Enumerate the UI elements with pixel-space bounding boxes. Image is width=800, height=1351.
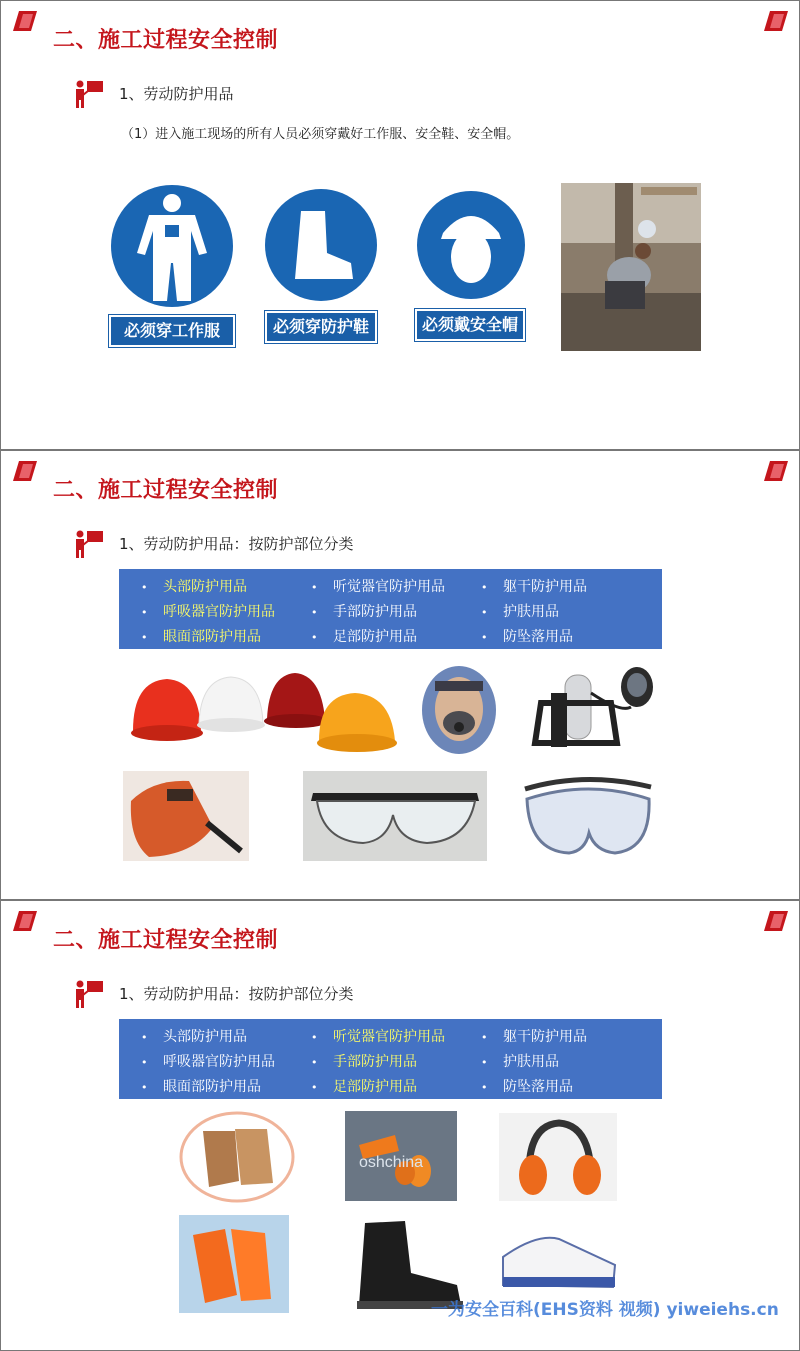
corner-decoration-icon (13, 461, 37, 481)
category-column (481, 1025, 587, 1100)
goggles-photo (519, 769, 657, 863)
category-box (119, 569, 662, 649)
hard-hats-photo (129, 669, 403, 755)
category-item: • 手部防护用品 (311, 604, 417, 620)
sign-label: 必须穿工作服 (109, 315, 235, 347)
helmet-head-icon (437, 203, 505, 289)
slide-title: 二、施工过程安全控制 (53, 28, 279, 53)
category-item: • 躯干防护用品 (481, 1029, 587, 1045)
category-item: • 头部防护用品 (141, 579, 247, 595)
earplug-logo-text: oshchina (359, 1154, 424, 1171)
welding-mask-photo (123, 771, 249, 861)
category-column (481, 575, 587, 650)
earmuffs-photo (499, 1113, 617, 1201)
presenter-icon (73, 79, 105, 109)
workwear-icon (129, 193, 215, 303)
sign-label: 必须穿防护鞋 (265, 311, 377, 343)
category-item: • 防坠落用品 (481, 629, 573, 645)
safety-shoe-sign (263, 185, 379, 345)
corner-decoration-icon (764, 911, 788, 931)
slide-title: 二、施工过程安全控制 (53, 478, 279, 503)
breathing-apparatus-photo (521, 663, 663, 759)
category-column (311, 1025, 445, 1100)
workwear-sign (109, 185, 235, 349)
category-item: • 头部防护用品 (141, 1029, 247, 1045)
category-item: • 护肤用品 (481, 604, 559, 620)
category-item: • 足部防护用品 (311, 1079, 417, 1095)
section-subtitle: 1、劳动防护用品：按防护部位分类 (119, 985, 354, 1003)
category-column (311, 575, 445, 650)
category-item: • 防坠落用品 (481, 1079, 573, 1095)
respirator-mask-photo (421, 665, 497, 755)
category-item: • 眼面部防护用品 (141, 1079, 261, 1095)
presenter-icon (73, 979, 105, 1009)
category-item: • 手部防护用品 (311, 1054, 417, 1070)
leather-gloves-photo (179, 1111, 295, 1203)
category-column (141, 1025, 275, 1100)
sign-label: 必须戴安全帽 (415, 309, 525, 341)
rubber-gloves-photo (179, 1215, 289, 1313)
safety-helmet-sign (411, 189, 527, 343)
corner-decoration-icon (764, 461, 788, 481)
section-subtitle: 1、劳动防护用品：按防护部位分类 (119, 535, 354, 553)
category-column (141, 575, 275, 650)
presenter-icon (73, 529, 105, 559)
corner-decoration-icon (13, 911, 37, 931)
boot-icon (287, 207, 357, 287)
section-subtitle: 1、劳动防护用品 (119, 85, 234, 103)
category-item: • 听觉器官防护用品 (311, 1029, 445, 1045)
corner-decoration-icon (764, 11, 788, 31)
category-item: • 护肤用品 (481, 1054, 559, 1070)
category-item: • 呼吸器官防护用品 (141, 1054, 275, 1070)
earplugs-photo (345, 1111, 457, 1201)
watermark-text: 一为安全百科(EHS资料 视频) yiweiehs.cn (431, 1300, 779, 1320)
category-item: • 躯干防护用品 (481, 579, 587, 595)
category-item: • 足部防护用品 (311, 629, 417, 645)
corner-decoration-icon (13, 11, 37, 31)
safety-glasses-photo (303, 771, 487, 861)
category-item: • 呼吸器官防护用品 (141, 604, 275, 620)
category-item: • 眼面部防护用品 (141, 629, 261, 645)
slide-2 (0, 450, 800, 900)
requirement-text: （1）进入施工现场的所有人员必须穿戴好工作服、安全鞋、安全帽。 (121, 127, 520, 142)
category-item: • 听觉器官防护用品 (311, 579, 445, 595)
slide-title: 二、施工过程安全控制 (53, 928, 279, 953)
construction-site-photo (561, 183, 701, 351)
slide-1 (0, 0, 800, 450)
category-box (119, 1019, 662, 1099)
canvas-shoes-photo (497, 1213, 619, 1303)
slide-3 (0, 900, 800, 1351)
